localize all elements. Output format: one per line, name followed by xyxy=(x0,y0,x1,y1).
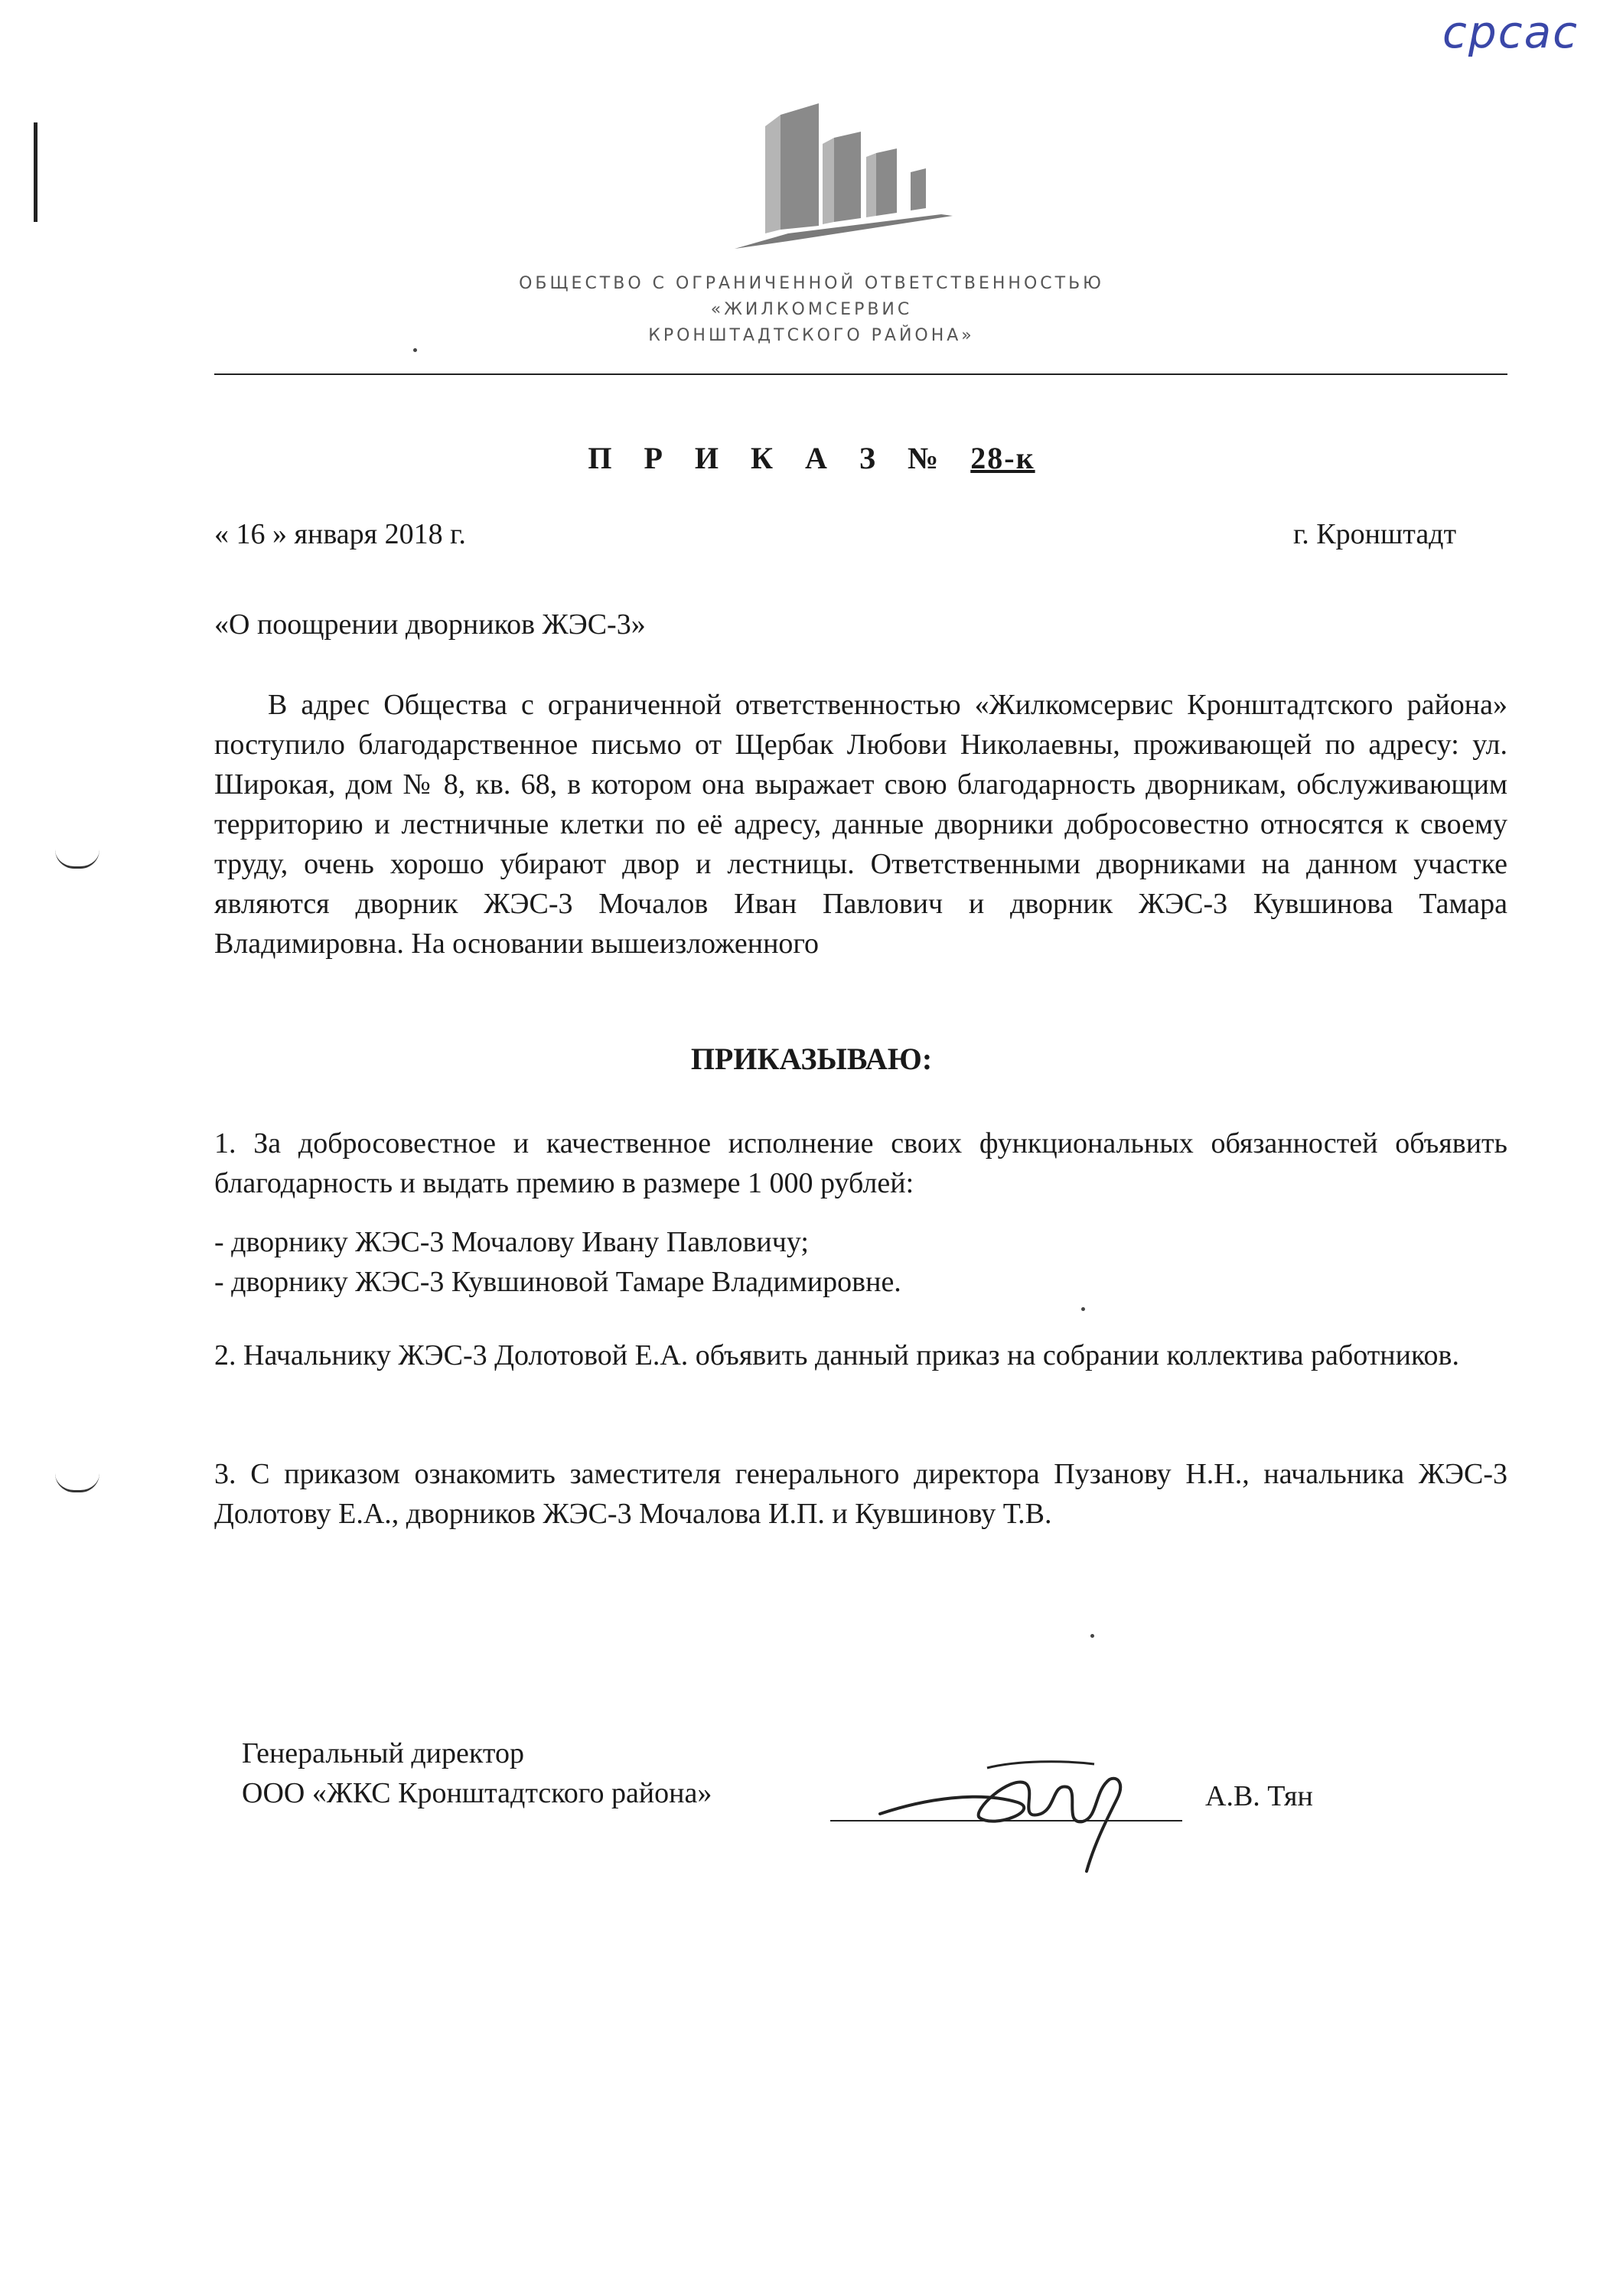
scan-speck xyxy=(1081,1307,1085,1311)
preamble-paragraph: В адрес Общества с ограниченной ответственностью «Жилкомсервис Кронштадтского района» поступило благодарственное письмо от Щербак Любови Николаевны, проживающей по адресу: ул. Широкая, дом № 8, кв. 68, в котором она выражает свою благодарность дворникам, обслуживающим территорию и лестничные клетки по её адресу, данные дворники добросовестно относятся к своему труду, очень хорошо убирают двор и лестницы. Ответственными дворниками на данном участке являются дворник ЖЭС-3 Мочалов Иван Павлович и дворник ЖЭС-3 Кувшинова Тамара Владимировна. На основании вышеизложенного xyxy=(214,689,1507,960)
margin-mark xyxy=(34,122,37,222)
logo-tower-1 xyxy=(781,103,819,230)
margin-tick xyxy=(55,1473,99,1492)
scan-speck xyxy=(413,348,417,352)
order-city: г. Кронштадт xyxy=(1293,518,1457,550)
handwritten-signature xyxy=(865,1737,1171,1875)
org-name-line2: «ЖИЛКОМСЕРВИС xyxy=(710,300,913,319)
signatory-name: А.В. Тян xyxy=(1205,1780,1313,1812)
logo-tower-3 xyxy=(876,148,897,216)
command-heading: ПРИКАЗЫВАЮ: xyxy=(690,1042,933,1076)
order-date: « 16 » января 2018 г. xyxy=(214,518,466,550)
order-item-1: 1. За добросовестное и качественное исполнение своих функциональных обязанностей объявить благодарность и выдать премию в размере 1 000 рублей: xyxy=(214,1127,1507,1199)
signatory-position: Генеральный директор xyxy=(242,1737,524,1769)
order-subject: «О поощрении дворников ЖЭС-3» xyxy=(214,608,646,641)
order-word: П Р И К А З xyxy=(588,441,888,475)
signatory-company: ООО «ЖКС Кронштадтского района» xyxy=(242,1777,712,1809)
order-number-sign: № xyxy=(908,441,951,475)
company-logo xyxy=(689,99,979,260)
signatory-block xyxy=(242,1733,712,1813)
order-bullet-1: - дворнику ЖЭС-3 Мочалову Ивану Павловичу; xyxy=(214,1226,809,1258)
org-name-line1: ОБЩЕСТВО С ОГРАНИЧЕННОЙ ОТВЕТСТВЕННОСТЬЮ xyxy=(519,274,1104,293)
order-bullet-2: - дворнику ЖЭС-3 Кувшиновой Тамаре Владимировне. xyxy=(214,1266,901,1298)
header-rule xyxy=(214,373,1507,375)
handwritten-note: срсас xyxy=(1442,6,1579,58)
scan-speck xyxy=(1090,1634,1094,1638)
margin-tick xyxy=(55,850,99,869)
logo-tower-4 xyxy=(911,168,926,210)
logo-tower-1-side xyxy=(765,115,781,233)
logo-tower-2 xyxy=(834,132,861,222)
order-item-2: 2. Начальнику ЖЭС-3 Долотовой Е.А. объявить данный приказ на собрании коллектива работников. xyxy=(214,1339,1459,1371)
org-name-line3: КРОНШТАДТСКОГО РАЙОНА» xyxy=(648,326,975,345)
order-number: 28-к xyxy=(970,441,1035,475)
logo-tower-3-side xyxy=(866,153,876,217)
logo-tower-2-side xyxy=(823,138,834,224)
order-item-3: 3. С приказом ознакомить заместителя генерального директора Пузанову Н.Н., начальника ЖЭС-3 Долотову Е.А., дворников ЖЭС-3 Мочалова И.П. и Кувшинову Т.В. xyxy=(214,1458,1507,1530)
order-title xyxy=(0,440,1623,476)
